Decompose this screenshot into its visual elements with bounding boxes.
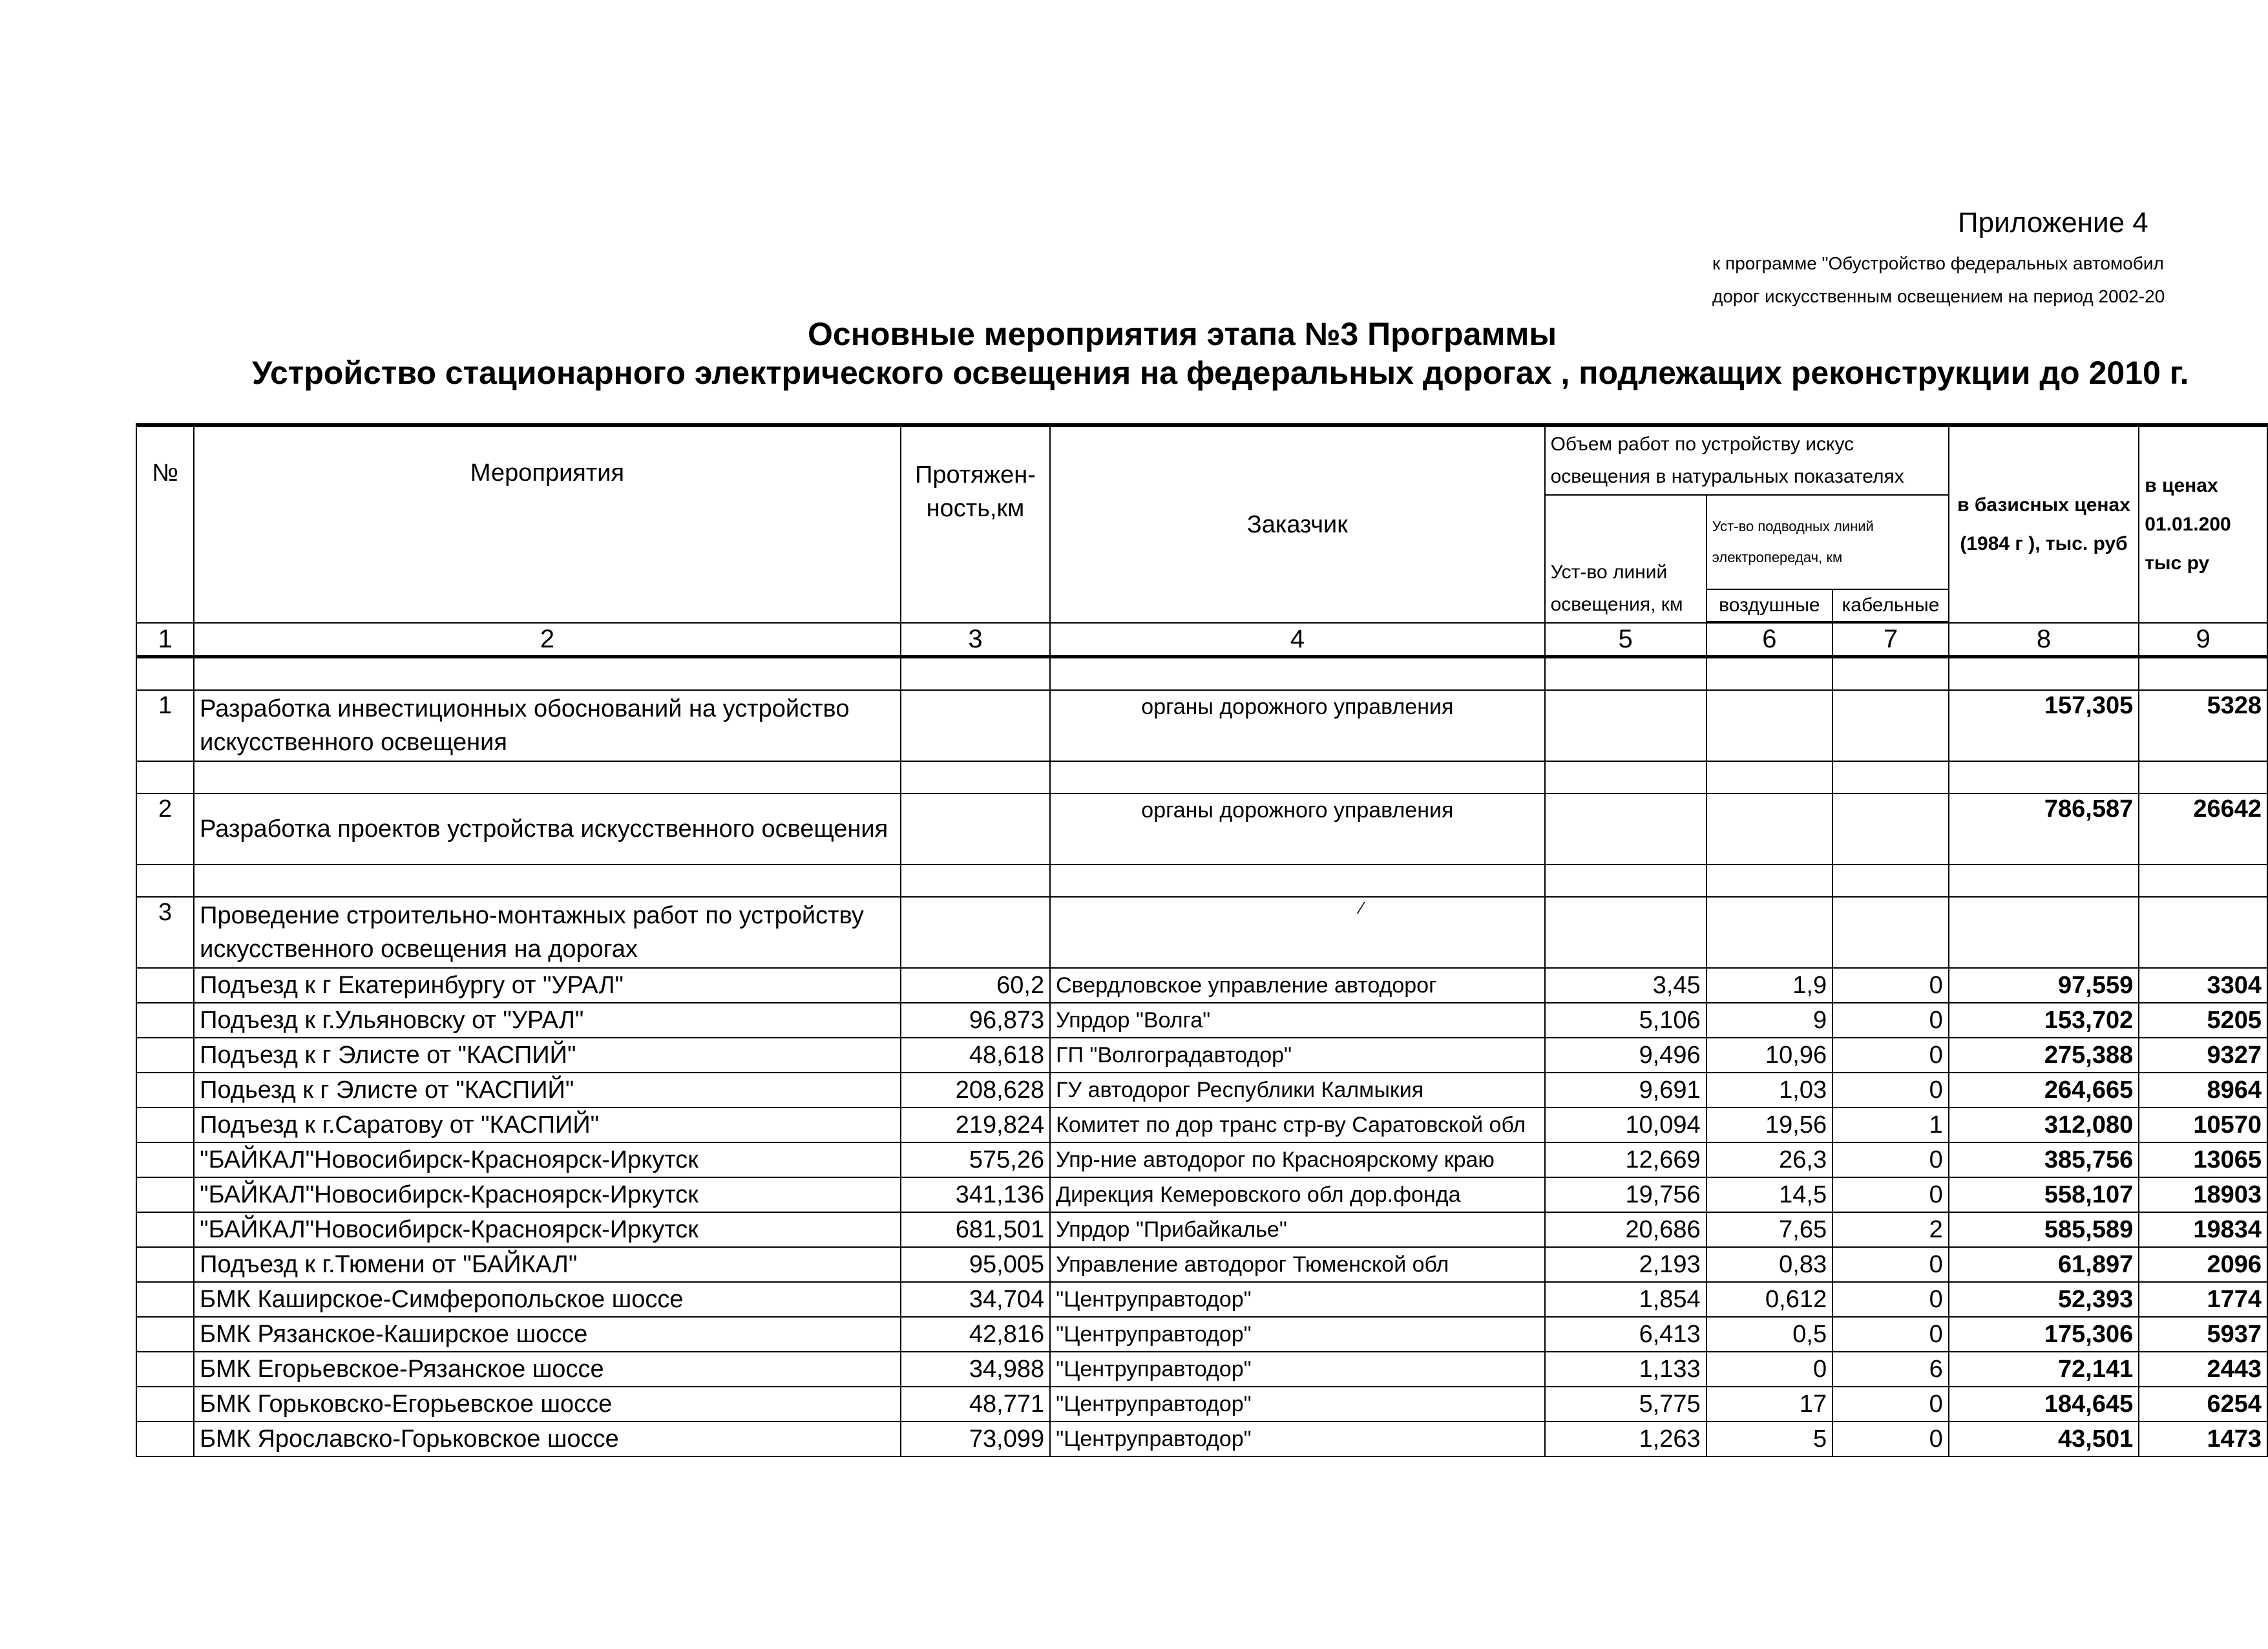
base-cost: 97,559 (1949, 968, 2139, 1003)
header-lighting-lines: Уст-во линий освещения, км (1545, 495, 1706, 623)
row-num (136, 1212, 194, 1247)
road-name: "БАЙКАЛ"Новосибирск-Красноярск-Иркутск (194, 1142, 901, 1177)
cable-km: 0 (1832, 1317, 1949, 1352)
current-cost: 5937 (2139, 1317, 2267, 1352)
header-prices-2001: в ценах 01.01.200 тыс ру (2139, 425, 2267, 623)
road-name: БМК Горьковско-Егорьевское шоссе (194, 1387, 901, 1422)
table-row (136, 1038, 2267, 1073)
road-length: 34,988 (901, 1352, 1050, 1387)
road-customer: Упрдор "Волга" (1050, 1003, 1544, 1038)
header-num: № (136, 425, 194, 623)
row-num (136, 1003, 194, 1038)
road-name: "БАЙКАЛ"Новосибирск-Красноярск-Иркутск (194, 1177, 901, 1212)
road-name: БМК Егорьевское-Рязанское шоссе (194, 1352, 901, 1387)
lighting-km: 3,45 (1545, 968, 1706, 1003)
road-customer: "Центрупрaвтодор" (1050, 1317, 1544, 1352)
road-customer: Свердловское управление автодорог (1050, 968, 1544, 1003)
row-num (136, 1177, 194, 1212)
road-length: 681,501 (901, 1212, 1050, 1247)
road-customer: Комитет по дор транс стр-ву Саратовской обл (1050, 1108, 1544, 1142)
road-length: 42,816 (901, 1317, 1050, 1352)
road-length: 96,873 (901, 1003, 1050, 1038)
table-row (136, 1317, 2267, 1352)
column-number: 7 (1832, 623, 1949, 657)
road-name: БМК Ярославско-Горьковское шоссе (194, 1422, 901, 1456)
pen-mark-icon: ⁄ (1360, 898, 1363, 918)
road-length: 34,704 (901, 1282, 1050, 1317)
row-num (136, 1282, 194, 1317)
cable-km: 0 (1832, 1282, 1949, 1317)
section-current-cost: 5328 (2139, 690, 2267, 761)
table-row (136, 1003, 2267, 1038)
aerial-km: 0,612 (1706, 1282, 1832, 1317)
current-cost: 13065 (2139, 1142, 2267, 1177)
table-row (136, 1247, 2267, 1282)
row-num (136, 1352, 194, 1387)
activities-table (136, 423, 2268, 1457)
road-name: Подъезд к г.Ульяновску от "УРАЛ" (194, 1003, 901, 1038)
header-underwater-lines: Уст-во подводных линий электропередач, км (1706, 495, 1949, 589)
road-customer: Управление автодорог Тюменской обл (1050, 1247, 1544, 1282)
base-cost: 585,589 (1949, 1212, 2139, 1247)
road-name: Подъезд к г.Тюмени от "БАЙКАЛ" (194, 1247, 901, 1282)
base-cost: 153,702 (1949, 1003, 2139, 1038)
road-customer: "Центрупрaвтодор" (1050, 1352, 1544, 1387)
road-customer: Упрдор "Прибайкалье" (1050, 1212, 1544, 1247)
header-customer: Заказчик (1050, 425, 1544, 623)
cable-km: 2 (1832, 1212, 1949, 1247)
base-cost: 43,501 (1949, 1422, 2139, 1456)
current-cost: 18903 (2139, 1177, 2267, 1212)
column-number: 4 (1050, 623, 1544, 657)
lighting-km: 19,756 (1545, 1177, 1706, 1212)
road-length: 48,771 (901, 1387, 1050, 1422)
road-name: Подъезд к г Екатеринбургу от "УРАЛ" (194, 968, 901, 1003)
aerial-km: 19,56 (1706, 1108, 1832, 1142)
header-aerial: воздушные (1706, 589, 1832, 622)
road-name: Подъезд к г Элисте от "КАСПИЙ" (194, 1038, 901, 1073)
road-customer: "Центрупрaвтодор" (1050, 1387, 1544, 1422)
aerial-km: 26,3 (1706, 1142, 1832, 1177)
current-cost: 9327 (2139, 1038, 2267, 1073)
column-number: 1 (136, 623, 194, 657)
row-num (136, 1317, 194, 1352)
table-frame (136, 423, 2268, 1453)
column-number: 5 (1545, 623, 1706, 657)
road-name: Подьезд к г Элисте от "КАСПИЙ" (194, 1073, 901, 1108)
base-cost: 61,897 (1949, 1247, 2139, 1282)
cable-km: 0 (1832, 1038, 1949, 1073)
appendix-label: Приложение 4 (1958, 207, 2148, 238)
cable-km: 0 (1832, 1003, 1949, 1038)
current-cost: 2096 (2139, 1247, 2267, 1282)
cable-km: 0 (1832, 1247, 1949, 1282)
column-number: 6 (1706, 623, 1832, 657)
column-number: 3 (901, 623, 1050, 657)
aerial-km: 5 (1706, 1422, 1832, 1456)
header-volume: Объем работ по устройству искус освещения в натуральных показателях (1545, 425, 1949, 495)
road-name: "БАЙКАЛ"Новосибирск-Красноярск-Иркутск (194, 1212, 901, 1247)
current-cost: 2443 (2139, 1352, 2267, 1387)
header-activities: Мероприятия (194, 425, 901, 623)
document-title: Основные мероприятия этапа №3 Программы (808, 316, 1557, 352)
road-customer: Упр-ние автодорог по Красноярскому краю (1050, 1142, 1544, 1177)
current-cost: 6254 (2139, 1387, 2267, 1422)
lighting-km: 20,686 (1545, 1212, 1706, 1247)
aerial-km: 7,65 (1706, 1212, 1832, 1247)
header-row-1 (136, 425, 2267, 495)
road-length: 48,618 (901, 1038, 1050, 1073)
road-length: 95,005 (901, 1247, 1050, 1282)
road-customer: "Центрупрaвтодор" (1050, 1422, 1544, 1456)
lighting-km: 1,133 (1545, 1352, 1706, 1387)
aerial-km: 0,5 (1706, 1317, 1832, 1352)
road-length: 341,136 (901, 1177, 1050, 1212)
table-row (136, 1212, 2267, 1247)
road-customer: Дирекция Кемеровского обл дор.фонда (1050, 1177, 1544, 1212)
column-number: 8 (1949, 623, 2139, 657)
section-base-cost: 786,587 (1949, 793, 2139, 865)
road-name: БМК Каширское-Симферопольское шоссе (194, 1282, 901, 1317)
base-cost: 275,388 (1949, 1038, 2139, 1073)
spacer-row (136, 657, 2267, 691)
section-row-2 (136, 793, 2267, 865)
lighting-km: 10,094 (1545, 1108, 1706, 1142)
road-customer: ГУ автодорог Республики Калмыкия (1050, 1073, 1544, 1108)
base-cost: 175,306 (1949, 1317, 2139, 1352)
cable-km: 0 (1832, 1177, 1949, 1212)
aerial-km: 1,03 (1706, 1073, 1832, 1108)
road-length: 208,628 (901, 1073, 1050, 1108)
base-cost: 312,080 (1949, 1108, 2139, 1142)
row-num (136, 1108, 194, 1142)
table-row (136, 1387, 2267, 1422)
cable-km: 6 (1832, 1352, 1949, 1387)
table-row (136, 1108, 2267, 1142)
cable-km: 0 (1832, 1422, 1949, 1456)
table-row (136, 1282, 2267, 1317)
row-num (136, 1387, 194, 1422)
section-customer: органы дорожного управления (1050, 793, 1544, 865)
current-cost: 3304 (2139, 968, 2267, 1003)
table-row (136, 968, 2267, 1003)
spacer-row (136, 865, 2267, 897)
aerial-km: 9 (1706, 1003, 1832, 1038)
road-name: БМК Рязанское-Каширское шоссе (194, 1317, 901, 1352)
aerial-km: 1,9 (1706, 968, 1832, 1003)
row-num (136, 1142, 194, 1177)
current-cost: 19834 (2139, 1212, 2267, 1247)
road-length: 575,26 (901, 1142, 1050, 1177)
road-length: 73,099 (901, 1422, 1050, 1456)
base-cost: 184,645 (1949, 1387, 2139, 1422)
header-length: Протяжен-ность,км (901, 425, 1050, 623)
appendix-note-line2: дорог искусственным освещением на период 2002-20 (1712, 286, 2165, 306)
section-title: Разработка инвестиционных обоснований на устройство искусственного освещения (194, 690, 901, 761)
base-cost: 558,107 (1949, 1177, 2139, 1212)
section-num: 3 (136, 897, 194, 968)
cable-km: 0 (1832, 1073, 1949, 1108)
lighting-km: 9,496 (1545, 1038, 1706, 1073)
header-cable: кабельные (1832, 589, 1949, 622)
document-subtitle: Устройство стационарного электрического освещения на федеральных дорогах , подлежащих реконструкции до 2010 г. (252, 355, 2189, 391)
base-cost: 385,756 (1949, 1142, 2139, 1177)
column-number-row (136, 623, 2267, 657)
column-number: 2 (194, 623, 901, 657)
table-row (136, 1352, 2267, 1387)
lighting-km: 5,775 (1545, 1387, 1706, 1422)
current-cost: 5205 (2139, 1003, 2267, 1038)
current-cost: 1774 (2139, 1282, 2267, 1317)
table-row (136, 1073, 2267, 1108)
aerial-km: 10,96 (1706, 1038, 1832, 1073)
aerial-km: 0 (1706, 1352, 1832, 1387)
section-current-cost: 26642 (2139, 793, 2267, 865)
data-rows (136, 968, 2267, 1456)
row-num (136, 1422, 194, 1456)
lighting-km: 1,263 (1545, 1422, 1706, 1456)
road-length: 219,824 (901, 1108, 1050, 1142)
row-num (136, 968, 194, 1003)
table-row (136, 1422, 2267, 1456)
section-customer: органы дорожного управления (1050, 690, 1544, 761)
table-row (136, 1177, 2267, 1212)
road-customer: ГП "Волгоградавтодор" (1050, 1038, 1544, 1073)
section-row-1 (136, 690, 2267, 761)
current-cost: 10570 (2139, 1108, 2267, 1142)
lighting-km: 2,193 (1545, 1247, 1706, 1282)
base-cost: 72,141 (1949, 1352, 2139, 1387)
lighting-km: 1,854 (1545, 1282, 1706, 1317)
column-number: 9 (2139, 623, 2267, 657)
cable-km: 0 (1832, 968, 1949, 1003)
road-name: Подъезд к г.Саратову от "КАСПИЙ" (194, 1108, 901, 1142)
lighting-km: 9,691 (1545, 1073, 1706, 1108)
spacer-row (136, 761, 2267, 793)
lighting-km: 12,669 (1545, 1142, 1706, 1177)
current-cost: 1473 (2139, 1422, 2267, 1456)
section-base-cost: 157,305 (1949, 690, 2139, 761)
cable-km: 1 (1832, 1108, 1949, 1142)
base-cost: 264,665 (1949, 1073, 2139, 1108)
current-cost: 8964 (2139, 1073, 2267, 1108)
section-title: Разработка проектов устройства искусственного освещения (194, 793, 901, 865)
road-length: 60,2 (901, 968, 1050, 1003)
section-num: 1 (136, 690, 194, 761)
appendix-note-line1: к программе "Обустройство федеральных автомобил (1712, 253, 2164, 273)
lighting-km: 6,413 (1545, 1317, 1706, 1352)
lighting-km: 5,106 (1545, 1003, 1706, 1038)
section-row-3 (136, 897, 2267, 968)
table-row (136, 1142, 2267, 1177)
section-num: 2 (136, 793, 194, 865)
row-num (136, 1038, 194, 1073)
aerial-km: 17 (1706, 1387, 1832, 1422)
cable-km: 0 (1832, 1387, 1949, 1422)
aerial-km: 14,5 (1706, 1177, 1832, 1212)
section-title: Проведение строительно-монтажных работ по устройству искусственного освещения на дорогах (194, 897, 901, 968)
cable-km: 0 (1832, 1142, 1949, 1177)
header-base-prices: в базисных ценах (1984 г ), тыс. руб (1949, 425, 2139, 623)
aerial-km: 0,83 (1706, 1247, 1832, 1282)
row-num (136, 1247, 194, 1282)
row-num (136, 1073, 194, 1108)
base-cost: 52,393 (1949, 1282, 2139, 1317)
road-customer: "Центрупрaвтодор" (1050, 1282, 1544, 1317)
